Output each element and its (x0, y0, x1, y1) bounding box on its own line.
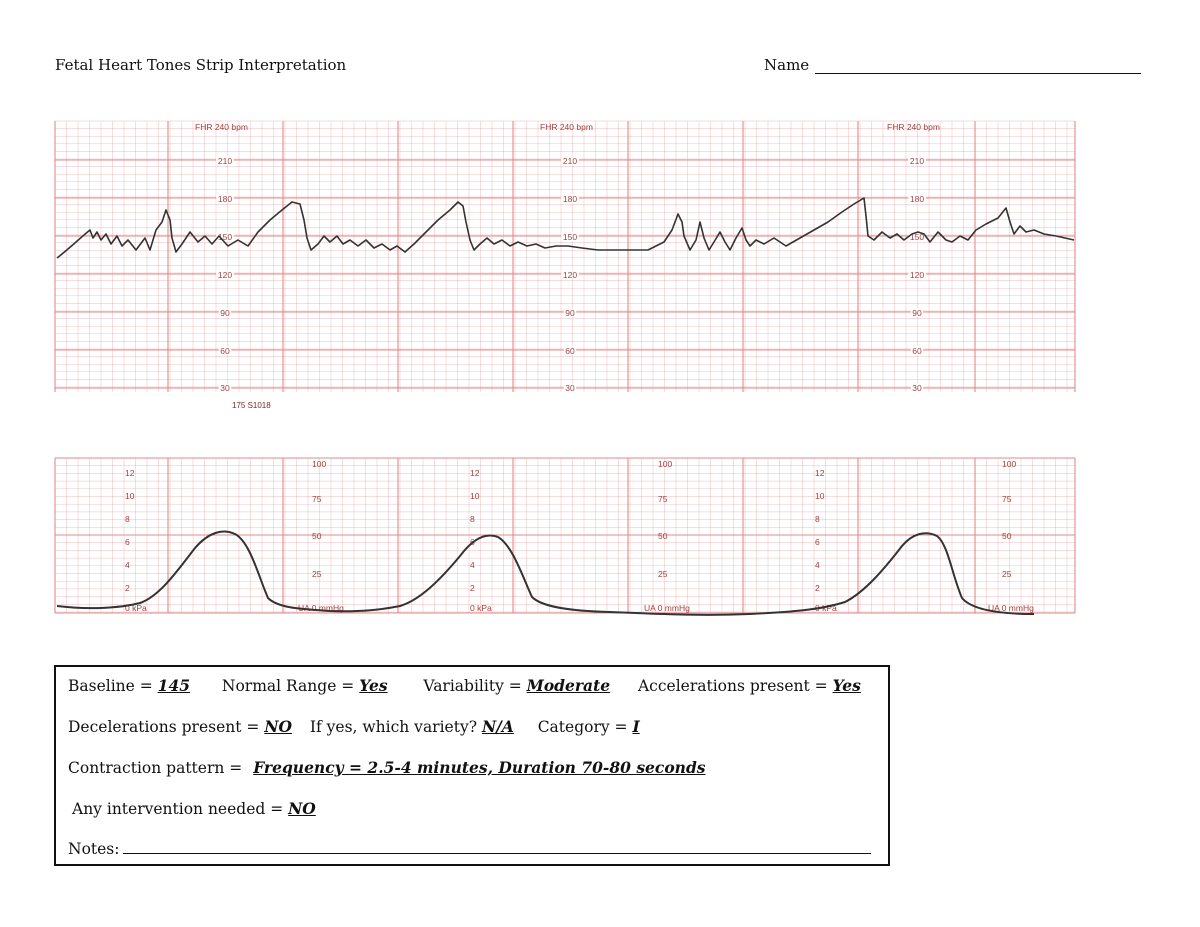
accelerations-value[interactable]: Yes (832, 676, 861, 695)
ua-mmhg-tick-label: 75 (1002, 494, 1012, 504)
ua-mmhg-tick-label: 50 (658, 531, 668, 541)
ua-mmhg-tick-label: 75 (658, 494, 668, 504)
ua-kpa-zero-label: 0 kPa (125, 603, 147, 613)
fhr-tick-label: 30 (912, 383, 922, 393)
ua-kpa-tick-label: 6 (815, 537, 820, 547)
ua-kpa-tick-label: 2 (125, 583, 130, 593)
ua-kpa-tick-label: 4 (470, 560, 475, 570)
accelerations-label: Accelerations present = (637, 677, 833, 695)
ua-mmhg-zero-label: UA 0 mmHg (298, 603, 344, 613)
ua-contraction-trace (57, 532, 1034, 615)
variety-value[interactable]: N/A (481, 717, 514, 736)
answer-row-4 (72, 799, 316, 818)
ua-mmhg-tick-label: 25 (312, 569, 322, 579)
intervention-value[interactable]: NO (288, 799, 316, 818)
decelerations-label: Decelerations present = (68, 718, 265, 736)
fhr-tick-label: 210 (217, 156, 233, 166)
ua-kpa-tick-label: 12 (470, 468, 480, 478)
fhr-tick-label: 120 (217, 270, 233, 280)
variety-label: If yes, which variety? (309, 718, 482, 736)
fhr-tick-label: 60 (565, 346, 575, 356)
ua-kpa-tick-label: 6 (470, 537, 475, 547)
intervention-label: Any intervention needed = (72, 800, 289, 818)
fhr-tick-label: 120 (909, 270, 925, 280)
ua-kpa-tick-label: 8 (125, 514, 130, 524)
page-title: Fetal Heart Tones Strip Interpretation (55, 56, 347, 74)
name-label: Name (764, 56, 810, 74)
ua-mmhg-tick-label: 25 (658, 569, 668, 579)
fhr-tick-label: 150 (562, 232, 578, 242)
ua-kpa-tick-label: 2 (815, 583, 820, 593)
answer-row-2 (68, 717, 640, 736)
answer-row-3 (68, 758, 706, 777)
contraction-value[interactable]: Frequency = 2.5-4 minutes, Duration 70-80 seconds (253, 758, 706, 777)
interpretation-box (54, 665, 890, 866)
category-label: Category = (537, 718, 633, 736)
ua-mmhg-tick-label: 50 (312, 531, 322, 541)
category-value[interactable]: I (632, 717, 640, 736)
fhr-trace (57, 198, 1074, 258)
fhr-scale-title: FHR 240 bpm (195, 122, 248, 132)
answer-row-5 (68, 840, 871, 858)
fhr-tick-label: 90 (220, 308, 230, 318)
normal-range-value[interactable]: Yes (359, 676, 388, 695)
fhr-tick-label: 150 (217, 232, 233, 242)
ua-mmhg-tick-label: 25 (1002, 569, 1012, 579)
fhr-tick-label: 60 (912, 346, 922, 356)
ua-mmhg-tick-label: 100 (658, 459, 673, 469)
ua-kpa-tick-label: 10 (125, 491, 135, 501)
fhr-tick-label: 180 (562, 194, 578, 204)
variability-value[interactable]: Moderate (526, 676, 611, 695)
ua-kpa-tick-label: 12 (125, 468, 135, 478)
fhr-tick-label: 30 (565, 383, 575, 393)
ua-kpa-tick-label: 8 (470, 514, 475, 524)
fhr-tick-label: 210 (562, 156, 578, 166)
ua-kpa-tick-label: 10 (815, 491, 825, 501)
fhr-scale-title: FHR 240 bpm (540, 122, 593, 132)
ua-kpa-tick-label: 10 (470, 491, 480, 501)
ua-kpa-zero-label: 0 kPa (470, 603, 492, 613)
fhr-tick-label: 90 (912, 308, 922, 318)
normal-range-label: Normal Range = (221, 677, 360, 695)
baseline-value[interactable]: 145 (157, 676, 191, 695)
notes-blank-line[interactable] (123, 841, 871, 854)
notes-label: Notes: (68, 840, 120, 858)
fhr-tick-label: 150 (909, 232, 925, 242)
ua-kpa-tick-label: 6 (125, 537, 130, 547)
fhr-tick-label: 180 (217, 194, 233, 204)
ua-mmhg-tick-label: 100 (1002, 459, 1017, 469)
ua-mmhg-tick-label: 50 (1002, 531, 1012, 541)
ua-kpa-tick-label: 4 (815, 560, 820, 570)
fhr-tick-label: 210 (909, 156, 925, 166)
ua-kpa-tick-label: 12 (815, 468, 825, 478)
answer-row-1 (68, 676, 861, 695)
baseline-label: Baseline = (68, 677, 158, 695)
ua-kpa-tick-label: 8 (815, 514, 820, 524)
ua-kpa-tick-label: 4 (125, 560, 130, 570)
ua-kpa-tick-label: 2 (470, 583, 475, 593)
ua-mmhg-tick-label: 75 (312, 494, 322, 504)
ua-mmhg-tick-label: 100 (312, 459, 327, 469)
ua-mmhg-zero-label: UA 0 mmHg (988, 603, 1034, 613)
fhr-tick-label: 90 (565, 308, 575, 318)
variability-label: Variability = (423, 677, 527, 695)
fhr-scale-labels (195, 122, 940, 393)
decelerations-value[interactable]: NO (264, 717, 292, 736)
fhr-tick-label: 60 (220, 346, 230, 356)
fhr-tick-label: 180 (909, 194, 925, 204)
fhr-tick-label: 30 (220, 383, 230, 393)
fhr-scale-title: FHR 240 bpm (887, 122, 940, 132)
ua-kpa-zero-label: 0 kPa (815, 603, 837, 613)
ua-mmhg-zero-label: UA 0 mmHg (644, 603, 690, 613)
ua-scale-labels (125, 459, 1034, 613)
paper-code: 175 S1018 (232, 401, 271, 410)
fhr-tick-label: 120 (562, 270, 578, 280)
contraction-label: Contraction pattern = (68, 759, 248, 777)
